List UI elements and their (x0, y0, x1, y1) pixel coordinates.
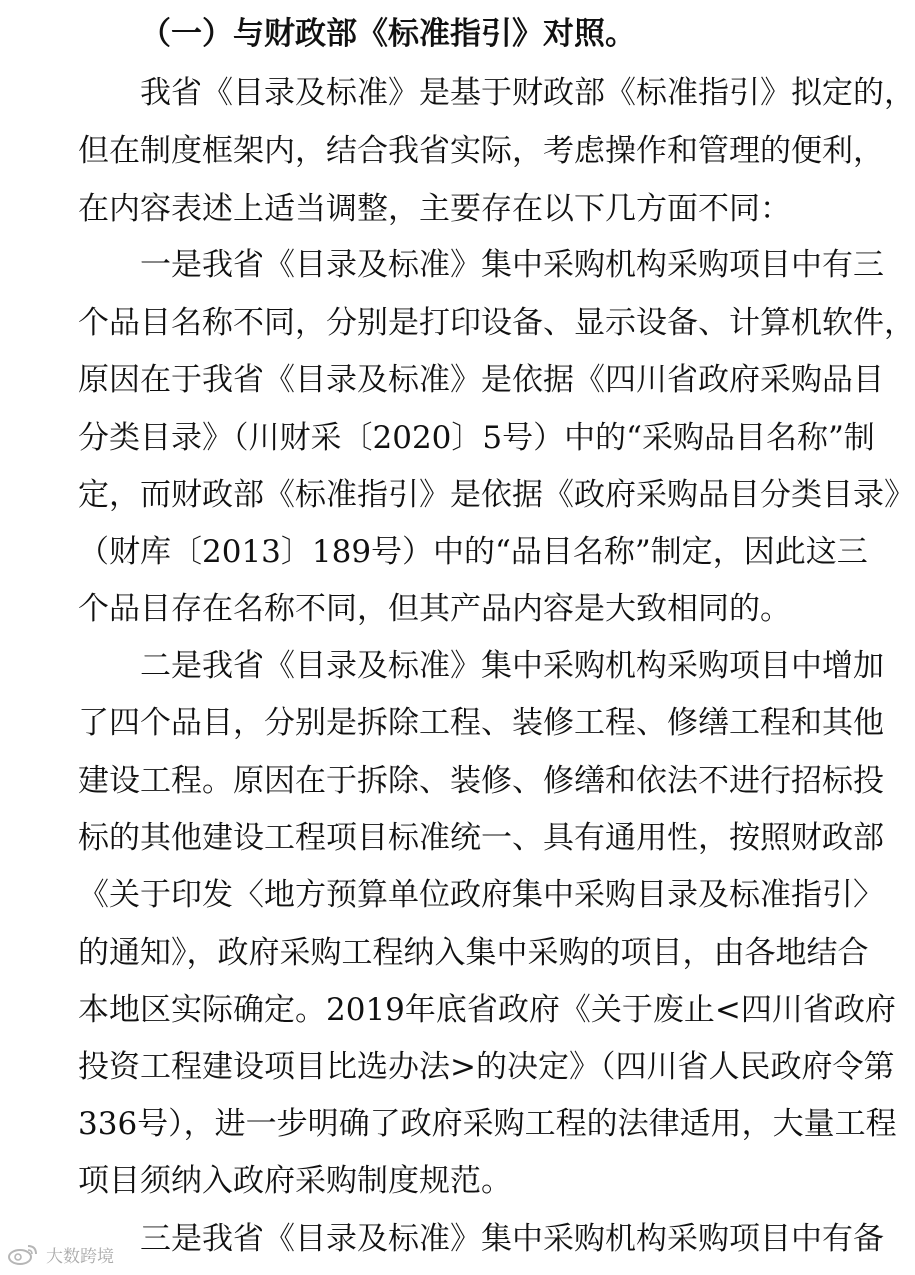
paragraph-line: 336号），进一步明确了政府采购工程的法律适用，大量工程 (78, 1106, 897, 1142)
paragraph-line: 定，而财政部《标准指引》是依据《政府采购品目分类目录》 (78, 477, 915, 513)
section-heading: （一）与财政部《标准指引》对照。 (140, 16, 636, 52)
paragraph-line: 分类目录》（川财采〔2020〕5号）中的“采购品目名称”制 (78, 420, 875, 456)
paragraph-line: 我省《目录及标准》是基于财政部《标准指引》拟定的， (140, 75, 915, 111)
watermark (6, 1240, 114, 1268)
paragraph-line: 标的其他建设工程项目标准统一、具有通用性，按照财政部 (78, 820, 884, 856)
watermark-text: 大数跨境 (46, 1246, 114, 1267)
paragraph-line: 《关于印发〈地方预算单位政府集中采购目录及标准指引〉 (78, 877, 884, 913)
paragraph-line: 在内容表述上适当调整，主要存在以下几方面不同： (78, 191, 791, 227)
paragraph-line: 项目须纳入政府采购制度规范。 (78, 1163, 512, 1199)
paragraph-line: 个品目存在名称不同，但其产品内容是大致相同的。 (78, 591, 791, 627)
paragraph-line: 了四个品目，分别是拆除工程、装修工程、修缮工程和其他 (78, 705, 884, 741)
paragraph-line: 个品目名称不同，分别是打印设备、显示设备、计算机软件， (78, 305, 915, 341)
paragraph-line: 投资工程建设项目比选办法>的决定》（四川省人民政府令第 (78, 1049, 895, 1085)
paragraph-line: 建设工程。原因在于拆除、装修、修缮和依法不进行招标投 (78, 763, 884, 799)
paragraph-line: 本地区实际确定。2019年底省政府《关于废止<四川省政府 (78, 992, 896, 1028)
paragraph-line: 但在制度框架内，结合我省实际，考虑操作和管理的便利， (78, 133, 884, 169)
paragraph-line: 一是我省《目录及标准》集中采购机构采购项目中有三 (140, 247, 884, 283)
paragraph-line: 三是我省《目录及标准》集中采购机构采购项目中有备 (140, 1221, 884, 1257)
paragraph-line: （财库〔2013〕189号）中的“品目名称”制定，因此这三 (78, 534, 868, 570)
paragraph-line: 二是我省《目录及标准》集中采购机构采购项目中增加 (140, 648, 884, 684)
weibo-style-logo-icon (6, 1242, 40, 1266)
paragraph-line: 的通知》，政府采购工程纳入集中采购的项目，由各地结合 (78, 935, 869, 971)
paragraph-line: 原因在于我省《目录及标准》是依据《四川省政府采购品目 (78, 362, 884, 398)
